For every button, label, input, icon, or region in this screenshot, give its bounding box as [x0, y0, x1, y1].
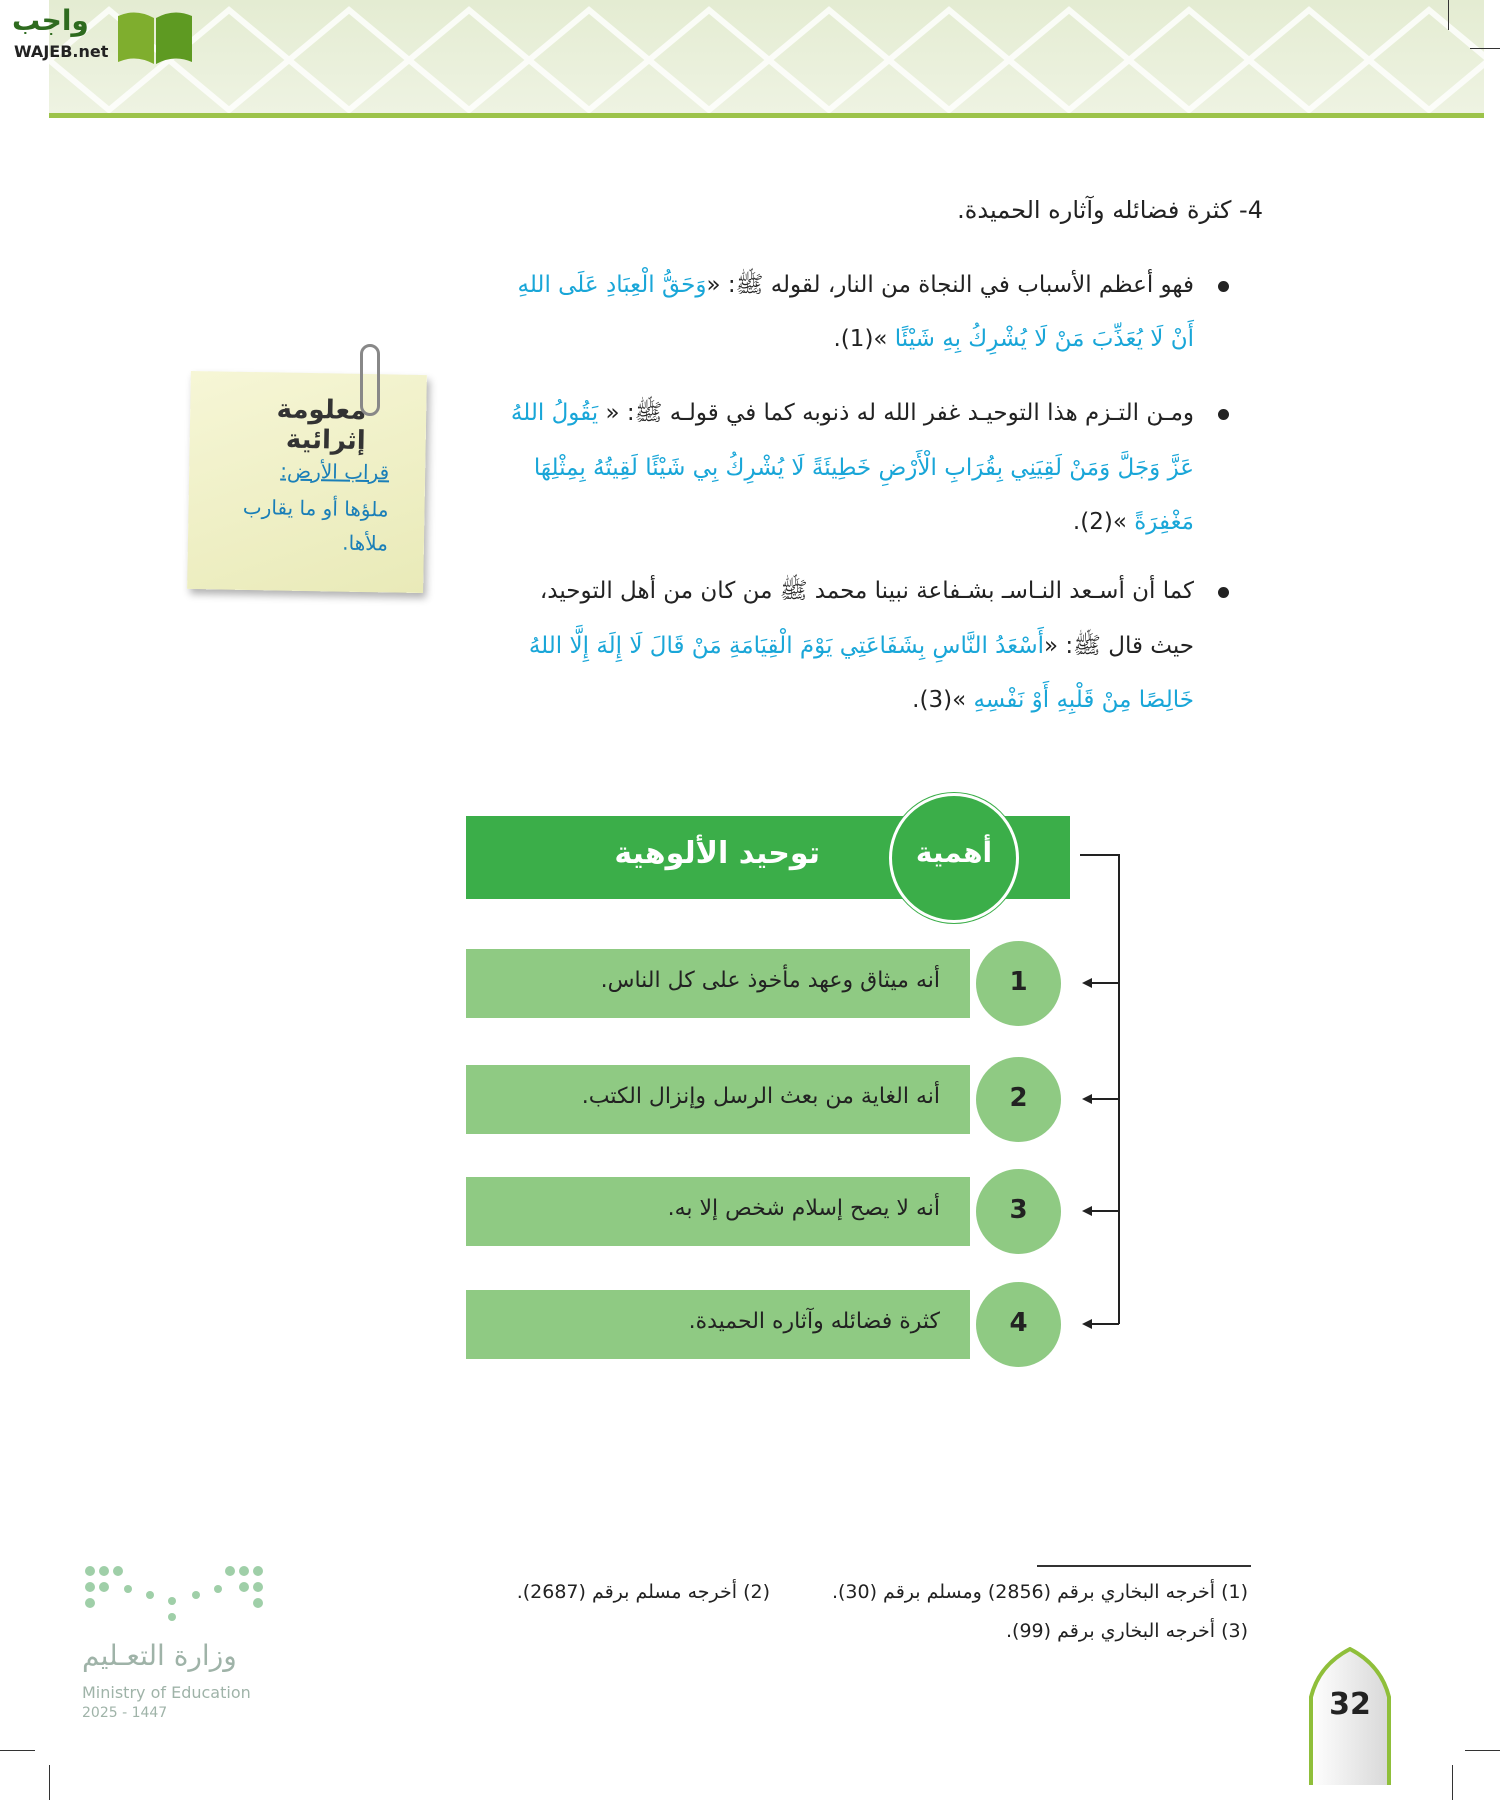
ministry-dots-icon: [80, 1561, 266, 1631]
bullet-2-line-1: ومـن التـزم هذا التوحيـد غفر الله له ذنوبه كما في قولـه ﷺ: « يَقُولُ اللهُ: [510, 400, 1194, 426]
page-number: 32: [1329, 1687, 1371, 1722]
bullet-3-line-3: خَالِصًا مِنْ قَلْبِهِ أَوْ نَفْسِهِ »(3).: [912, 687, 1194, 713]
enrichment-note-card: [187, 371, 427, 593]
wajeb-logo[interactable]: واجب WAJEB.net: [8, 4, 193, 66]
connector-bracket: [1080, 850, 1125, 1330]
diagram-item-number: 4: [970, 1276, 1067, 1373]
bullet-3-line-2: حيث قال ﷺ: «أَسْعَدُ النَّاسِ بِشَفَاعَتِي يَوْمَ الْقِيَامَةِ مَنْ قَالَ لَا إِلَهَ إِلَّا اللهُ: [528, 633, 1194, 659]
diagram-circle: أهمية: [889, 793, 1019, 923]
footnote-2: (2) أخرجه مسلم برقم (2687).: [516, 1581, 770, 1603]
paperclip-icon: [360, 344, 380, 416]
bullet-2-line-2: عَزَّ وَجَلَّ وَمَنْ لَقِيَنِي بِقُرَابِ الْأَرْضِ خَطِيئَةً لَا يُشْرِكُ بِي شَيْئًا لَقِيتُهُ بِمِثْلِهَا: [533, 455, 1194, 481]
note-definition: ملؤها أو ما يقارب ملأها.: [242, 494, 389, 556]
crop-mark: [1452, 1765, 1453, 1800]
bullet-1-line-2: أَنْ لَا يُعَذِّبَ مَنْ لَا يُشْرِكُ بِهِ شَيْئًا »(1).: [833, 326, 1194, 352]
footnote-1: (1) أخرجه البخاري برقم (2856) ومسلم برقم (30).: [831, 1581, 1248, 1603]
diagram-item-bar: أنه ميثاق وعهد مأخوذ على كل الناس.: [466, 949, 970, 1018]
bullet-1-line-1: فهو أعظم الأسباب في النجاة من النار، لقوله ﷺ: «وَحَقُّ الْعِبَادِ عَلَى اللهِ: [517, 272, 1194, 298]
diagram-item-number: 1: [970, 935, 1067, 1032]
crop-mark: [0, 1750, 35, 1751]
crop-mark: [1465, 1750, 1500, 1751]
diagram-title: توحيد الألوهية: [614, 836, 820, 871]
diagram-item-number: 2: [970, 1051, 1067, 1148]
diagram-item-bar: أنه الغاية من بعث الرسل وإنزال الكتب.: [466, 1065, 970, 1134]
footnote-3: (3) أخرجه البخاري برقم (99).: [1006, 1620, 1248, 1642]
note-title: معلومة إثرائية: [276, 394, 367, 457]
note-term: قراب الأرض:: [280, 458, 390, 485]
bullet-2-line-3: مَغْفِرَةً »(2).: [1072, 509, 1194, 535]
crop-mark: [1448, 0, 1449, 30]
page-number-badge: [1309, 1647, 1391, 1785]
diagram-item-number: 3: [970, 1163, 1067, 1260]
bullet-dot: [1218, 409, 1229, 420]
ministry-logo: وزارة التعـليم Ministry of Education 2025 - 1447: [80, 1561, 266, 1723]
diagram-item-bar: كثرة فضائله وآثاره الحميدة.: [466, 1290, 970, 1359]
footnote-divider: [1037, 1565, 1251, 1567]
header-banner: [49, 0, 1484, 118]
bullet-3-line-1: كما أن أسـعد النـاسـ بشـفاعة نبينا محمد ﷺ من كان من أهل التوحيد،: [539, 578, 1194, 604]
section-heading: 4- كثرة فضائله وآثاره الحميدة.: [957, 196, 1263, 224]
book-icon: [116, 8, 194, 66]
arabesque-pattern: [49, 0, 1484, 118]
crop-mark: [1470, 48, 1500, 49]
crop-mark: [49, 1765, 50, 1800]
diagram-item-bar: أنه لا يصح إسلام شخص إلا به.: [466, 1177, 970, 1246]
bullet-dot: [1218, 281, 1229, 292]
bullet-dot: [1218, 587, 1229, 598]
